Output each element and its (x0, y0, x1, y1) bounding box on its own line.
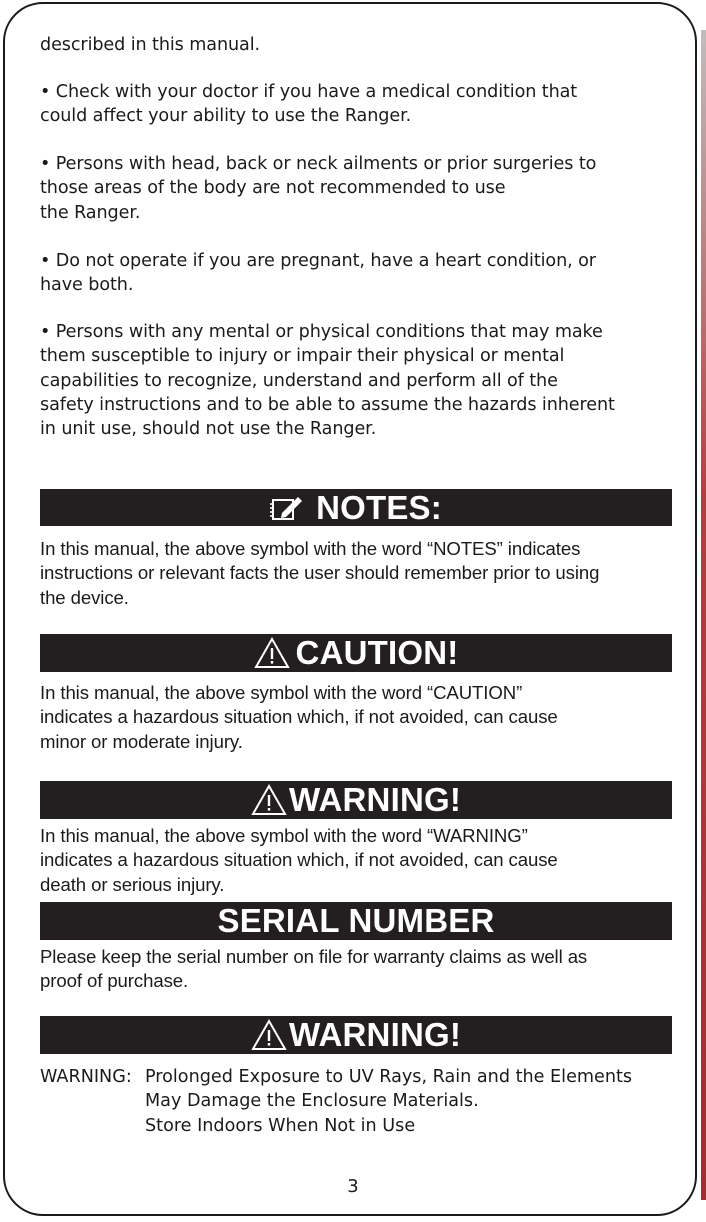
bullet-mental-physical: • Persons with any mental or physical conditions that may make them susceptible to injury or impair their physical or mental capabilities to recognize, understand and perform all of the safety instructions and to be able to assume the hazards inherent in unit use, should not use the Ranger. (40, 322, 615, 440)
warning-title: WARNING! (288, 781, 462, 818)
bullet-ailments: • Persons with head, back or neck ailments or prior surgeries to those areas of the body are not recommended to use the Ranger. (40, 154, 597, 223)
warning-triangle-icon (251, 1019, 287, 1051)
warning-triangle-icon (251, 784, 287, 816)
caution-description: In this manual, the above symbol with the word “CAUTION” indicates a hazardous situation which, if not avoided, can cause minor or moderate injury. (40, 682, 558, 752)
bullet-doctor: • Check with your doctor if you have a medical condition that could affect your ability to use the Ranger. (40, 82, 578, 127)
warning-header-bar (40, 781, 672, 819)
warning-uv-title: WARNING! (288, 1016, 462, 1053)
page-edge-accent (701, 30, 706, 1200)
notes-title: NOTES: (316, 488, 442, 526)
warning-description: In this manual, the above symbol with the word “WARNING” indicates a hazardous situation which, if not avoided, can cause death or serious injury. (40, 825, 558, 895)
serial-number-description: Please keep the serial number on file for warranty claims as well as proof of purchase. (40, 946, 588, 992)
notepad-pencil-icon (270, 494, 304, 522)
serial-number-header-bar (40, 902, 672, 940)
bullet-pregnant: • Do not operate if you are pregnant, have a heart condition, or have both. (40, 251, 596, 296)
notes-description: In this manual, the above symbol with the word “NOTES” indicates instructions or relevant facts the user should remember prior to using the device. (40, 538, 600, 608)
page-number: 3 (347, 1176, 359, 1197)
warning-uv-header-bar (40, 1016, 672, 1054)
paragraph-continuation: described in this manual. (40, 35, 261, 55)
caution-title: CAUTION! (295, 634, 459, 671)
warning-uv-label: WARNING: (40, 1067, 132, 1087)
notes-header-bar (40, 489, 672, 526)
warning-triangle-icon (254, 637, 290, 669)
warning-uv-description: Prolonged Exposure to UV Rays, Rain and the Elements May Damage the Enclosure Materials. Store Indoors When Not in Use (145, 1067, 633, 1136)
serial-number-title: SERIAL NUMBER (217, 902, 495, 939)
caution-header-bar (40, 634, 672, 672)
